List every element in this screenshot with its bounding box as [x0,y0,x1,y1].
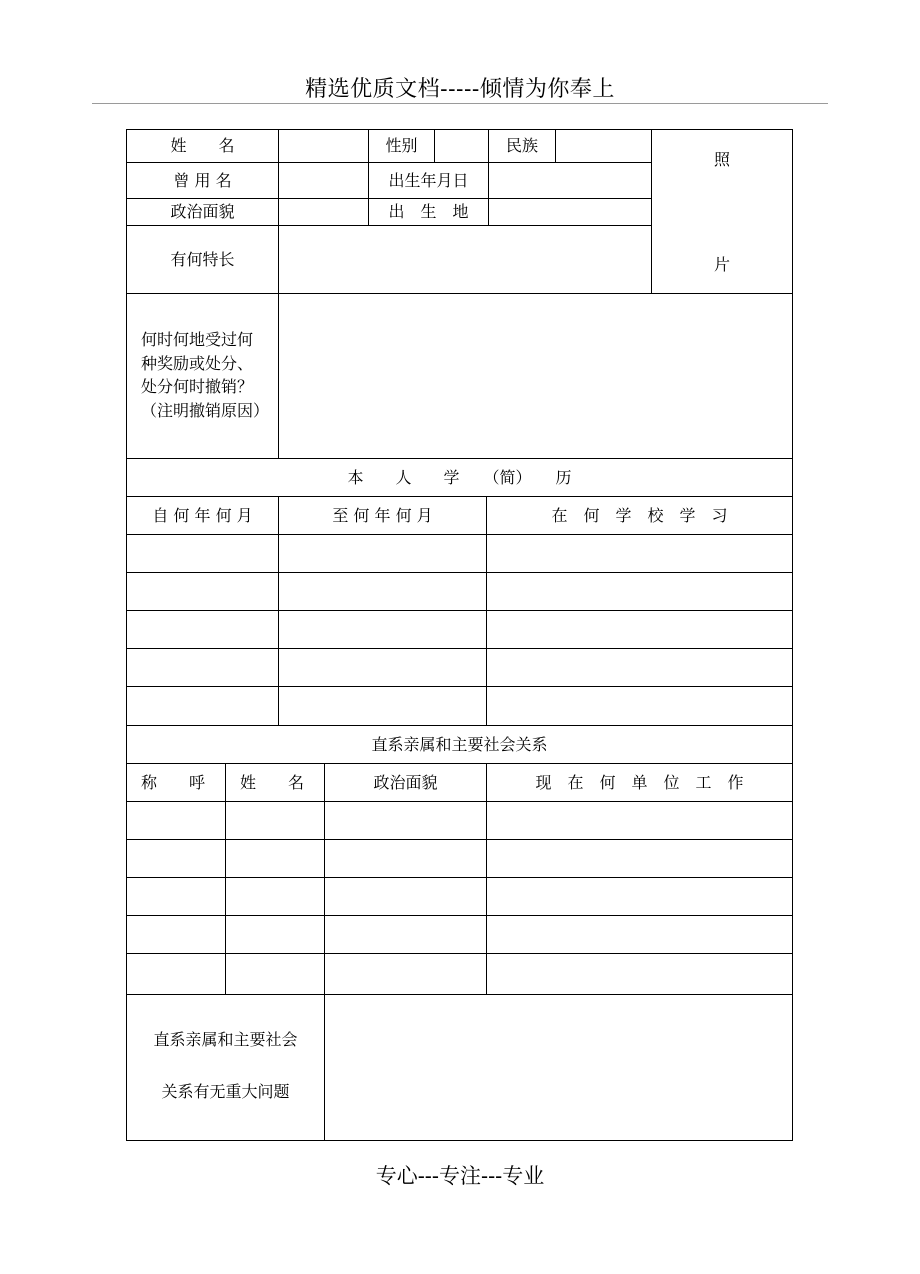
relative-relation-cell[interactable] [126,915,226,954]
relative-name-cell[interactable] [225,953,325,995]
issues-field[interactable] [324,994,793,1141]
education-from-cell[interactable] [126,648,279,687]
education-to-cell[interactable] [278,648,487,687]
registration-form [127,130,793,1141]
former-name-label: 曾 用 名 [126,162,279,199]
page-footer: 专心---专注---专业 [375,1164,545,1188]
relative-relation-cell[interactable] [126,801,226,840]
name-label: 姓 名 [126,129,279,163]
relative-political-cell[interactable] [324,915,487,954]
specialty-field[interactable] [278,225,652,294]
education-to-cell[interactable] [278,686,487,726]
political-field[interactable] [278,198,369,226]
education-school-cell[interactable] [486,686,793,726]
issues-label-line2: 关系有无重大问题 [161,1081,290,1101]
relatives-header-political: 政治面貌 [324,763,487,802]
ethnicity-label: 民族 [488,129,556,163]
relative-political-cell[interactable] [324,877,487,916]
relative-name-cell[interactable] [225,839,325,878]
relative-relation-cell[interactable] [126,953,226,995]
education-from-cell[interactable] [126,610,279,649]
relative-workplace-cell[interactable] [486,839,793,878]
relative-relation-cell[interactable] [126,877,226,916]
name-field[interactable] [278,129,369,163]
relative-workplace-cell[interactable] [486,877,793,916]
gender-label: 性别 [368,129,435,163]
birthplace-field[interactable] [488,198,652,226]
relative-workplace-cell[interactable] [486,953,793,995]
education-to-cell[interactable] [278,610,487,649]
relatives-header-relation: 称 呼 [126,763,226,802]
header-rule [92,103,828,104]
education-to-cell[interactable] [278,572,487,611]
awards-label: 何时何地受过何种奖励或处分、处分何时撤销？（注明撤销原因） [126,293,279,459]
birth-date-field[interactable] [488,162,652,199]
relative-political-cell[interactable] [324,953,487,995]
relative-political-cell[interactable] [324,801,487,840]
education-from-cell[interactable] [126,572,279,611]
awards-field[interactable] [278,293,793,459]
education-from-cell[interactable] [126,534,279,573]
relatives-header-name: 姓 名 [225,763,325,802]
relative-name-cell[interactable] [225,877,325,916]
former-name-field[interactable] [278,162,369,199]
education-school-cell[interactable] [486,648,793,687]
relative-workplace-cell[interactable] [486,915,793,954]
relative-political-cell[interactable] [324,839,487,878]
birthplace-label: 出 生 地 [368,198,489,226]
relatives-title: 直系亲属和主要社会关系 [126,725,793,764]
education-header-school: 在 何 学 校 学 习 [486,496,793,535]
political-label: 政治面貌 [126,198,279,226]
education-header-from: 自 何 年 何 月 [126,496,279,535]
page-header: 精选优质文档-----倾情为你奉上 [305,77,615,102]
education-to-cell[interactable] [278,534,487,573]
education-school-cell[interactable] [486,534,793,573]
education-from-cell[interactable] [126,686,279,726]
photo-label-bottom: 片 [713,255,730,274]
education-header-to: 至 何 年 何 月 [278,496,487,535]
relatives-header-workplace: 现 在 何 单 位 工 作 [486,763,793,802]
ethnicity-field[interactable] [555,129,652,163]
specialty-label: 有何特长 [126,225,279,294]
relative-name-cell[interactable] [225,915,325,954]
birth-date-label: 出生年月日 [368,162,489,199]
photo-box[interactable] [651,129,793,294]
relative-name-cell[interactable] [225,801,325,840]
education-title: 本 人 学 （简） 历 [126,458,793,497]
photo-label-top: 照 [713,150,730,169]
education-school-cell[interactable] [486,572,793,611]
issues-label-line1: 直系亲属和主要社会 [153,1029,298,1049]
relative-workplace-cell[interactable] [486,801,793,840]
relative-relation-cell[interactable] [126,839,226,878]
education-school-cell[interactable] [486,610,793,649]
issues-label [126,994,325,1141]
gender-field[interactable] [434,129,489,163]
